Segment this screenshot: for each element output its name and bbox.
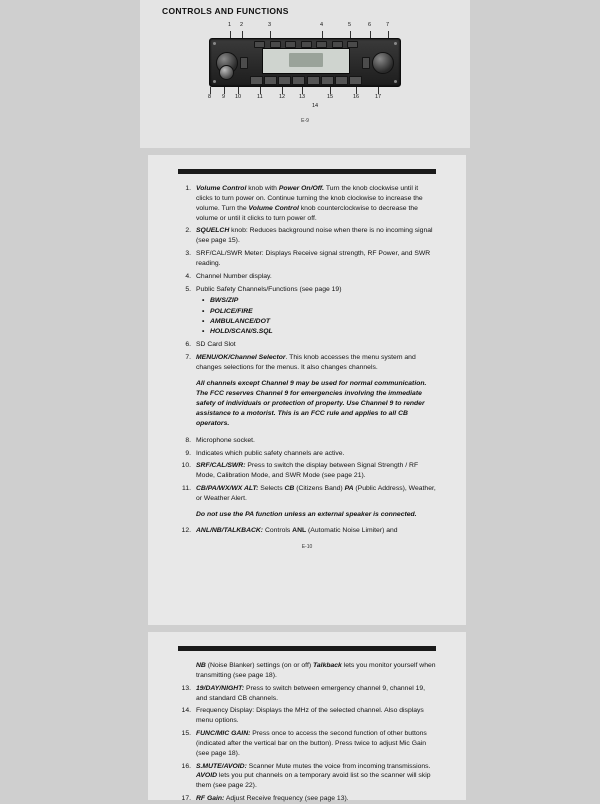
lcd-display xyxy=(262,48,350,74)
center-callout-row xyxy=(190,103,420,112)
list-item xyxy=(178,226,436,246)
sub-list-item: • BWS/ZIP xyxy=(210,296,436,306)
callout-15: 15 xyxy=(327,94,334,100)
list-item-text: CB/PA/WX/WX ALT: Selects CB (Citizens Band) PA (Public Address), Weather, or Weather Alert. xyxy=(196,485,436,502)
panel-divider-bar-2 xyxy=(178,646,436,651)
list-item-number: 6. xyxy=(185,341,191,349)
callout-16: 16 xyxy=(353,94,360,100)
mic-socket xyxy=(240,57,248,69)
callout-13: 13 xyxy=(299,94,306,100)
callout-8: 8 xyxy=(208,94,212,100)
callout-11: 11 xyxy=(257,94,263,100)
list-item xyxy=(178,461,436,481)
list-item xyxy=(178,436,436,446)
callout-9: 9 xyxy=(222,94,226,100)
list-item-number: 15. xyxy=(181,730,191,738)
list-item-text: SD Card Slot xyxy=(196,341,236,349)
top-button-row xyxy=(254,41,358,46)
list-item-number: 11. xyxy=(182,485,191,493)
callout-10: 10 xyxy=(235,94,242,100)
sub-list-item: • HOLD/SCAN/S.SQL xyxy=(210,327,436,337)
list-item-text: FUNC/MIC GAIN: Press once to access the second function of other buttons (indicated after the vertical bar on the button). Press twice to adjust Mic Gain (see page 18). xyxy=(196,730,427,757)
list-item-number: 3. xyxy=(185,250,191,258)
list-item xyxy=(178,340,436,350)
channel-number-display xyxy=(289,53,323,67)
diagram-panel xyxy=(140,0,470,148)
list-item-text: Public Safety Channels/Functions (see page 19) xyxy=(196,285,342,293)
list-item xyxy=(178,353,436,373)
list-item-text: Microphone socket. xyxy=(196,436,255,444)
list-item-number: 5. xyxy=(185,285,191,293)
list-item xyxy=(178,184,436,223)
list-item-text: SRF/CAL/SWR: Press to switch the display between Signal Strength / RF Mode, Calibration Mode, and SWR Mode (see page 21). xyxy=(196,462,419,480)
callout-12: 12 xyxy=(279,94,286,100)
bottom-callout-numbers xyxy=(190,94,420,103)
callout-5: 5 xyxy=(348,22,352,28)
radio-faceplate xyxy=(209,38,401,87)
sub-list-item: • POLICE/FIRE xyxy=(210,307,436,317)
panel-divider-bar xyxy=(178,169,436,174)
list-item xyxy=(178,285,436,338)
callout-17: 17 xyxy=(375,94,382,100)
text-panel-one xyxy=(148,155,466,625)
list-item-text: SQUELCH knob: Reduces background noise when there is no incoming signal (see page 15). xyxy=(196,227,433,245)
controls-list-two xyxy=(178,684,436,804)
list-item-number: 10. xyxy=(181,462,191,470)
sd-card-slot xyxy=(362,57,370,69)
list-item xyxy=(178,449,436,459)
channel-selector-knob xyxy=(372,52,394,74)
list-item xyxy=(178,762,436,792)
list-item-number: 16. xyxy=(181,762,191,770)
bottom-button-row xyxy=(250,76,362,83)
list-item xyxy=(178,484,436,504)
list-item-number: 2. xyxy=(185,227,191,235)
list-item xyxy=(178,706,436,726)
list-item-number: 13. xyxy=(181,684,191,692)
list-item xyxy=(178,526,436,536)
page-number-e10: E-10 xyxy=(301,543,313,550)
list-item-number: 8. xyxy=(185,436,191,444)
list-item-text: RF Gain: Adjust Receive frequency (see page 13). xyxy=(196,795,349,803)
list-item-text: 19/DAY/NIGHT: Press to switch between emergency channel 9, channel 19, and standard CB channels. xyxy=(196,684,426,702)
squelch-knob xyxy=(219,65,234,80)
bottom-leader-lines xyxy=(190,87,420,94)
list-item-text: ANL/NB/TALKBACK: Controls ANL (Automatic Noise Limiter) and xyxy=(196,526,398,534)
list-item-text: S.MUTE/AVOID: Scanner Mute mutes the voice from incoming transmissions. AVOID lets you put channels on a temporary avoid list so the scanner will skip them (see page 22). xyxy=(196,762,431,790)
callout-6: 6 xyxy=(368,22,372,28)
continuation-paragraph: NB (Noise Blanker) settings (on or off) Talkback lets you monitor yourself when transmitting (see page 18). xyxy=(196,662,436,679)
list-item xyxy=(178,272,436,282)
page-number-e9: E-9 xyxy=(301,118,309,124)
callout-4: 4 xyxy=(320,22,324,28)
list-item-number: 9. xyxy=(185,449,191,457)
top-callout-numbers xyxy=(190,22,420,31)
sub-list-item: • AMBULANCE/DOT xyxy=(210,317,436,327)
callout-7: 7 xyxy=(386,22,390,28)
list-item-text: Channel Number display. xyxy=(196,272,272,280)
list-item-number: 17. xyxy=(181,795,191,803)
top-leader-lines xyxy=(190,31,420,38)
list-item-text: MENU/OK/Channel Selector. This knob accesses the menu system and changes selections for the menus. It also changes channels. xyxy=(196,354,416,371)
list-item-number: 12. xyxy=(181,526,191,534)
list-item xyxy=(178,794,436,804)
callout-3: 3 xyxy=(268,22,272,28)
list-item xyxy=(178,684,436,704)
list-item xyxy=(178,249,436,269)
list-item-number: 7. xyxy=(185,354,191,362)
callout-2: 2 xyxy=(240,22,244,28)
page-title: CONTROLS AND FUNCTIONS xyxy=(162,6,289,16)
callout-1: 1 xyxy=(228,22,232,28)
list-item xyxy=(178,729,436,759)
radio-diagram xyxy=(190,22,420,112)
list-item-text: Indicates which public safety channels are active. xyxy=(196,449,345,457)
controls-list-one xyxy=(178,184,436,536)
note-paragraph: Do not use the PA function unless an external speaker is connected. xyxy=(196,510,417,518)
list-item-text: Frequency Display: Displays the MHz of the selected channel. Also displays menu options. xyxy=(196,707,424,725)
text-panel-two xyxy=(148,632,466,803)
list-item-number: 4. xyxy=(185,272,191,280)
callout-14: 14 xyxy=(312,103,319,109)
list-item-number: 14. xyxy=(181,707,191,715)
sub-list xyxy=(196,296,436,337)
list-item-text: Volume Control knob with Power On/Off. Turn the knob clockwise until it clicks to turn power on. Continue turning the knob clockwise to increase the volume. Turn the Volume Control knob counterclockwise to decrease the volume or until it clicks to turn power off. xyxy=(196,185,423,222)
list-item-number: 1. xyxy=(185,185,191,192)
note-paragraph: All channels except Channel 9 may be used for normal communication. The FCC reserves Channel 9 for emergencies involving the immediate safety of individuals or protection of property. Use Channel 9 to render assistance to a motorist. This is an FCC rule and applies to all CB operators. xyxy=(196,379,427,428)
list-item-text: SRF/CAL/SWR Meter: Displays Receive signal strength, RF Power, and SWR reading. xyxy=(196,250,431,267)
